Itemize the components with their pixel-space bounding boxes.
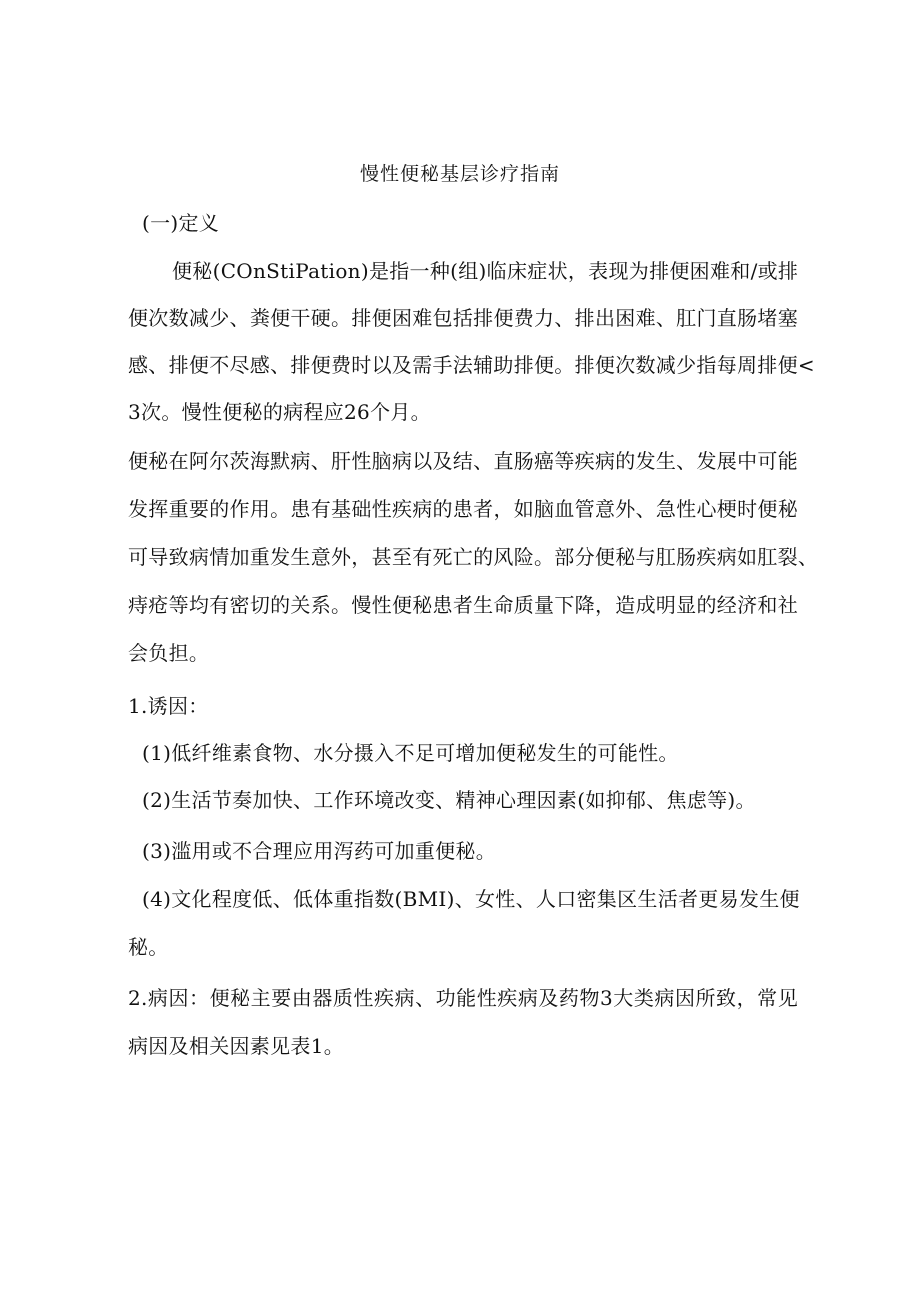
impact-line: 痔疮等均有密切的关系。慢性便秘患者生命质量下降，造成明显的经济和社 (128, 593, 798, 617)
definition-line: 便次数减少、粪便干硬。排便困难包括排便费力、排出困难、肛门直肠堵塞 (128, 306, 798, 330)
definition-line: 3次。慢性便秘的病程应26个月。 (128, 400, 431, 424)
impact-line: 便秘在阿尔茨海默病、肝性脑病以及结、直肠癌等疾病的发生、发展中可能 (128, 449, 798, 473)
etiology-line: 2.病因：便秘主要由器质性疾病、功能性疾病及药物3大类病因所致，常见 (128, 986, 798, 1010)
document-title: 慢性便秘基层诊疗指南 (359, 163, 560, 185)
inducement-item: (2)生活节奏加快、工作环境改变、精神心理因素(如抑郁、焦虑等)。 (142, 788, 756, 812)
section-heading: (一)定义 (142, 211, 220, 235)
definition-line: 感、排便不尽感、排便费时以及需手法辅助排便。排便次数减少指每周排便< (128, 353, 815, 377)
inducement-heading: 1.诱因： (128, 694, 209, 718)
inducement-item: (1)低纤维素食物、水分摄入不足可增加便秘发生的可能性。 (142, 741, 679, 765)
inducement-item: (4)文化程度低、低体重指数(BMI)、女性、人口密集区生活者更易发生便 (142, 887, 800, 911)
inducement-item: 秘。 (128, 935, 169, 959)
impact-line: 发挥重要的作用。患有基础性疾病的患者，如脑血管意外、急性心梗时便秘 (128, 497, 798, 521)
impact-line: 会负担。 (128, 641, 210, 665)
definition-line: 便秘(COnStiPation)是指一种(组)临床症状，表现为排便困难和/或排 (172, 259, 799, 283)
etiology-line: 病因及相关因素见表1。 (128, 1034, 345, 1058)
impact-line: 可导致病情加重发生意外，甚至有死亡的风险。部分便秘与肛肠疾病如肛裂、 (128, 545, 819, 569)
inducement-item: (3)滥用或不合理应用泻药可加重便秘。 (142, 839, 497, 863)
